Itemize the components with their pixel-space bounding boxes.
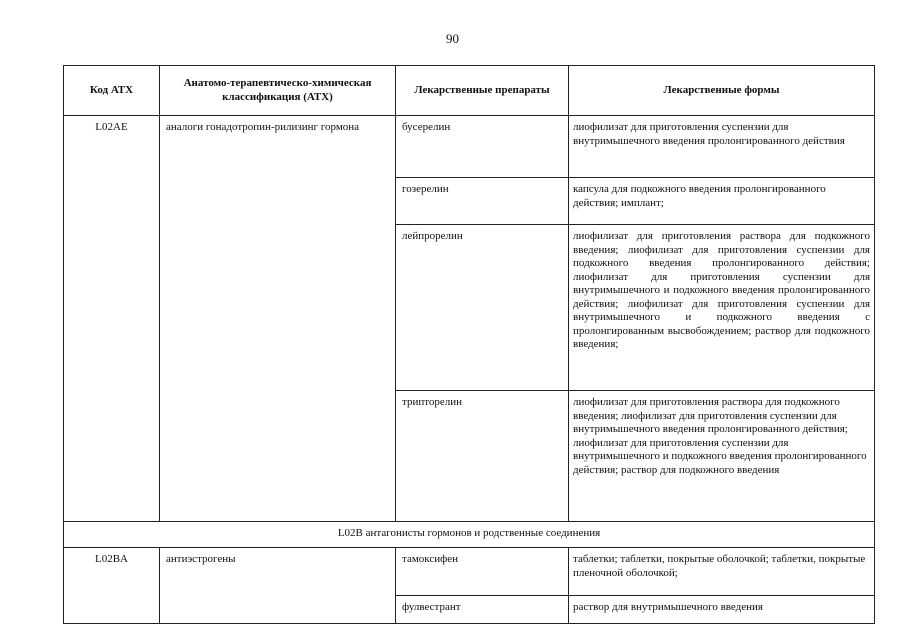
- atc-classification-cell: аналоги гонадотропин-рилизинг гормона: [160, 116, 396, 522]
- drug-name-cell: фулвестрант: [396, 596, 569, 624]
- section-row: [64, 522, 875, 548]
- header-code: Код АТХ: [64, 66, 160, 116]
- drug-forms-line: лиофилизат для приготовления раствора для подкожного: [573, 396, 840, 408]
- drug-forms-cell: лиофилизат для приготовления суспензии для внутримышечного введения пролонгированного действия: [569, 116, 875, 178]
- atc-classification-cell: антиэстрогены: [160, 548, 396, 624]
- drug-name-cell: трипторелин: [396, 391, 569, 522]
- table-row: [64, 548, 875, 596]
- drug-name-cell: бусерелин: [396, 116, 569, 178]
- atc-code-cell: L02AE: [64, 116, 160, 522]
- header-classification: Анатомо-терапевтическо-химическая классификация (АТХ): [160, 66, 396, 116]
- table-row: [64, 116, 875, 178]
- page-number: 90: [446, 31, 459, 46]
- drug-forms-cell: капсула для подкожного введения пролонгированного действия; имплант;: [569, 178, 875, 225]
- drug-forms-cell: таблетки; таблетки, покрытые оболочкой; таблетки, покрытые пленочной оболочкой;: [569, 548, 875, 596]
- drug-forms-cell: лиофилизат для приготовления раствора для подкожного введения; лиофилизат для приготовления суспензии для подкожного введения пролонгированного действия; лиофилизат для приготовления суспензии для внутримышечного и подкожного введения пролонгированного действия; лиофилизат для приготовления суспензии для внутримышечного и подкожного введения с пролонгированным высвобождением; раствор для подкожного введения;: [569, 225, 875, 391]
- table-header-row: [64, 66, 875, 116]
- drug-name-cell: гозерелин: [396, 178, 569, 225]
- drug-forms-cell: [569, 391, 875, 522]
- drug-name-cell: лейпрорелин: [396, 225, 569, 391]
- header-drugs: Лекарственные препараты: [396, 66, 569, 116]
- drug-name-cell: тамоксифен: [396, 548, 569, 596]
- atc-drug-table: [63, 65, 875, 624]
- drug-forms-cell: раствор для внутримышечного введения: [569, 596, 875, 624]
- atc-code-cell: L02BA: [64, 548, 160, 624]
- section-title: L02B антагонисты гормонов и родственные соединения: [64, 522, 875, 548]
- header-forms: Лекарственные формы: [569, 66, 875, 116]
- drug-forms-line: введения; лиофилизат для приготовления суспензии для внутримышечного введения пролонгированного действия; лиофилизат для приготовления суспензии для внутримышечного и подкожного введения пролонгированного действия; раствор для подкожного введения: [573, 409, 867, 476]
